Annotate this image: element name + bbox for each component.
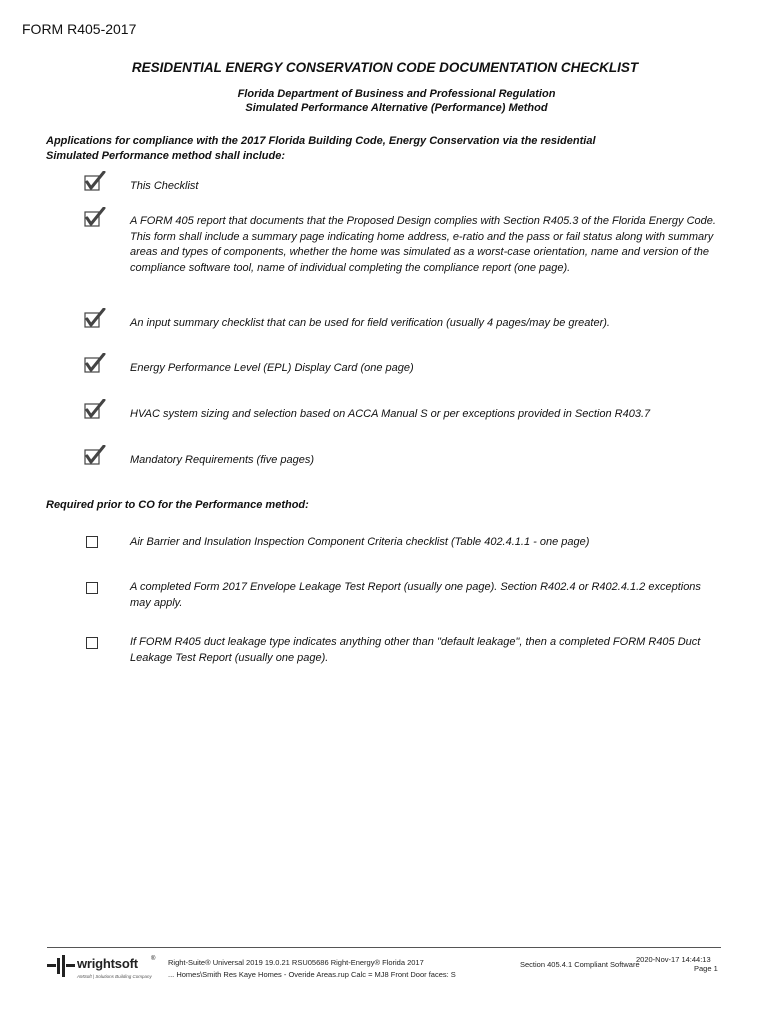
- footer-timestamp: 2020-Nov-17 14:44:13: [636, 955, 711, 964]
- checklist-item-label: A FORM 405 report that documents that the Proposed Design complies with Section R405.3 of the Florida Energy Code. This form shall include a summary page indicating home address, e-ratio and the pass or fail status along with summary areas and types of components, whether the home was simulated as a worst-case orientation, name and version of the compliance software tool, name of individual completing the compliance report (one page).: [130, 215, 716, 274]
- checked-checkbox-icon[interactable]: [84, 353, 106, 375]
- checklist-item-label: An input summary checklist that can be used for field verification (usually 4 pages/may be greater).: [130, 317, 610, 329]
- wrightsoft-logo-icon: [47, 955, 75, 977]
- wrightsoft-logo: [47, 953, 162, 983]
- checklist-item-label: This Checklist: [130, 180, 199, 192]
- checklist-item-label: HVAC system sizing and selection based on ACCA Manual S or per exceptions provided in Section R403.7: [130, 408, 651, 420]
- form-id: FORM R405-2017: [22, 21, 137, 37]
- checklist-item-label: Mandatory Requirements (five pages): [130, 454, 315, 466]
- footer-compliance: Section 405.4.1 Compliant Software: [520, 960, 640, 969]
- footer-file-path: ... Homes\Smith Res Kaye Homes - Overide Areas.rup Calc = MJ8 Front Door faces: S: [168, 970, 456, 979]
- unchecked-checkbox[interactable]: [86, 536, 98, 548]
- footer-page-number: Page 1: [694, 964, 718, 973]
- logo-tagline: AMSoft | Solutions Building Company: [77, 974, 152, 979]
- intro-line-2: Simulated Performance method shall include:: [46, 150, 285, 162]
- footer-divider: [47, 947, 721, 948]
- logo-wordmark: wrightsoft: [77, 956, 138, 971]
- checked-checkbox-icon[interactable]: [84, 171, 106, 193]
- checked-checkbox-icon[interactable]: [84, 308, 106, 330]
- subtitle-method: Simulated Performance Alternative (Performance) Method: [245, 102, 548, 114]
- checklist-item-label: A completed Form 2017 Envelope Leakage Test Report (usually one page). Section R402.4 or R402.4.1.2 exceptions may apply.: [130, 581, 701, 609]
- footer-software-info: Right-Suite® Universal 2019 19.0.21 RSU05686 Right-Energy® Florida 2017: [168, 958, 424, 967]
- subtitle-department: Florida Department of Business and Professional Regulation: [237, 88, 556, 100]
- page-title: RESIDENTIAL ENERGY CONSERVATION CODE DOCUMENTATION CHECKLIST: [131, 60, 639, 75]
- checklist-item-label: Energy Performance Level (EPL) Display Card (one page): [130, 362, 414, 374]
- logo-registered-mark: ®: [151, 956, 156, 962]
- checklist-item-label: Air Barrier and Insulation Inspection Component Criteria checklist (Table 402.4.1.1 - one page): [130, 536, 590, 548]
- checked-checkbox-icon[interactable]: [84, 207, 106, 229]
- intro-line-1: Applications for compliance with the 2017 Florida Building Code, Energy Conservation via the residential: [46, 135, 596, 147]
- checklist-item-label: If FORM R405 duct leakage type indicates anything other than "default leakage", then a completed FORM R405 Duct Leakage Test Report (usually one page).: [130, 636, 701, 664]
- unchecked-checkbox[interactable]: [86, 582, 98, 594]
- unchecked-checkbox[interactable]: [86, 637, 98, 649]
- checked-checkbox-icon[interactable]: [84, 399, 106, 421]
- section-heading-co: Required prior to CO for the Performance method:: [46, 499, 309, 511]
- checked-checkbox-icon[interactable]: [84, 445, 106, 467]
- intro-text: [46, 134, 666, 164]
